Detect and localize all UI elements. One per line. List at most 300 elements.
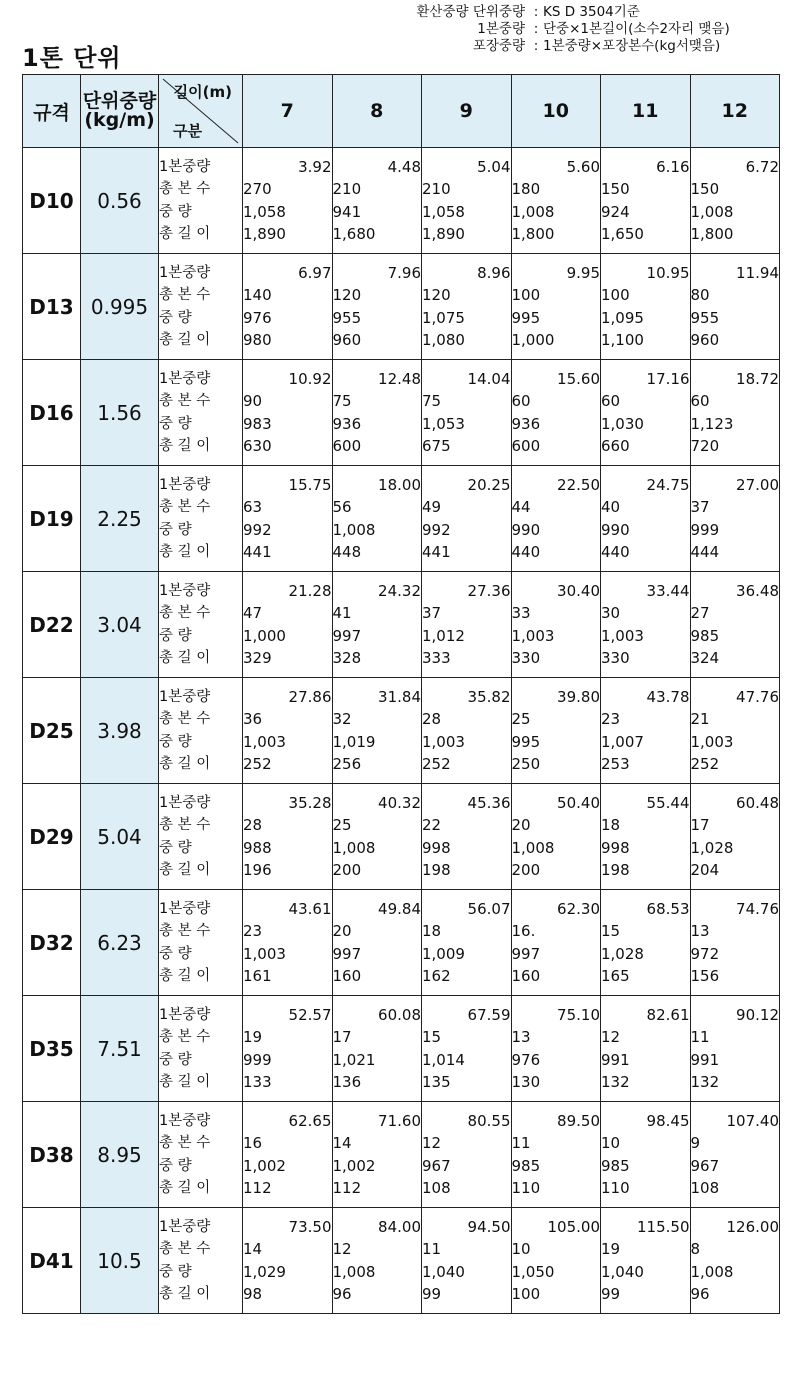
total-length: 110 (511, 1179, 541, 1197)
unit-weight-cell: 3.98 (81, 678, 159, 784)
total-length: 160 (511, 967, 541, 985)
total-weight: 1,030 (601, 414, 644, 433)
row-label: 총 길 이 (159, 544, 211, 560)
total-pieces: 10 (511, 1240, 531, 1258)
total-weight: 997 (332, 626, 362, 645)
row-label: 1본중량 (159, 582, 211, 599)
total-pieces: 40 (601, 498, 621, 516)
note-value: 단중×1본길이(소수2자리 맺음) (543, 21, 730, 37)
total-pieces: 44 (511, 498, 531, 516)
row-label: 총 본 수 (159, 181, 211, 197)
value-cell (332, 996, 422, 1102)
unit-weight-cell: 6.23 (81, 890, 159, 996)
value-cell (422, 254, 512, 360)
total-pieces: 8 (690, 1240, 701, 1258)
total-pieces: 120 (422, 286, 451, 304)
piece-weight: 27.86 (288, 687, 332, 706)
value-cell (601, 1208, 691, 1314)
row-label: 총 길 이 (159, 332, 211, 348)
spec-cell: D35 (23, 996, 81, 1102)
value-cell (601, 254, 691, 360)
total-pieces: 37 (422, 604, 442, 622)
spec-cell: D41 (23, 1208, 81, 1314)
total-pieces: 17 (332, 1028, 352, 1046)
value-cell (601, 996, 691, 1102)
total-length: 132 (601, 1073, 630, 1091)
total-pieces: 27 (690, 604, 710, 622)
total-weight: 997 (332, 944, 362, 963)
total-length: 130 (511, 1073, 541, 1091)
total-pieces: 75 (422, 392, 442, 410)
total-weight: 1,002 (243, 1156, 286, 1175)
piece-weight: 47.76 (736, 687, 779, 706)
value-cell (511, 572, 601, 678)
total-weight: 999 (243, 1050, 272, 1069)
total-weight: 1,008 (690, 202, 734, 221)
piece-weight: 80.55 (467, 1111, 511, 1130)
row-label: 1본중량 (159, 1112, 211, 1129)
total-weight: 1,003 (690, 732, 734, 751)
unit-weight-cell: 2.25 (81, 466, 159, 572)
total-length: 156 (690, 967, 720, 985)
total-length: 96 (690, 1285, 710, 1303)
total-length: 1,650 (601, 225, 644, 243)
row-labels-cell (159, 678, 243, 784)
row-label: 중 량 (159, 309, 192, 326)
header-length-11: 11 (601, 75, 691, 148)
total-weight: 1,003 (422, 732, 465, 751)
value-cell (332, 148, 422, 254)
unit-weight-cell: 8.95 (81, 1102, 159, 1208)
header-length-10: 10 (511, 75, 601, 148)
total-length: 112 (243, 1179, 272, 1197)
piece-weight: 18.72 (736, 369, 779, 388)
value-cell (422, 996, 512, 1102)
total-length: 112 (332, 1179, 362, 1197)
value-cell (601, 1102, 691, 1208)
total-weight: 967 (422, 1156, 451, 1175)
total-pieces: 75 (332, 392, 352, 410)
piece-weight: 43.78 (646, 687, 690, 706)
row-label: 1본중량 (159, 1218, 211, 1235)
value-cell (511, 784, 601, 890)
total-length: 328 (332, 649, 362, 667)
total-weight: 1,003 (243, 944, 286, 963)
value-cell (511, 1102, 601, 1208)
table-body (23, 148, 780, 1314)
piece-weight: 35.82 (467, 687, 511, 706)
spec-cell: D13 (23, 254, 81, 360)
table-row (23, 572, 780, 678)
total-length: 252 (243, 755, 272, 773)
value-cell (511, 890, 601, 996)
note-sep: : (533, 38, 539, 54)
row-label: 1본중량 (159, 1006, 211, 1023)
total-pieces: 10 (601, 1134, 621, 1152)
value-cell (690, 360, 780, 466)
piece-weight: 30.40 (557, 581, 600, 600)
value-cell (332, 890, 422, 996)
total-pieces: 9 (690, 1134, 701, 1152)
row-label: 총 본 수 (159, 711, 211, 727)
row-label: 총 길 이 (159, 1074, 211, 1090)
header-length-12: 12 (690, 75, 780, 148)
total-pieces: 150 (601, 180, 630, 198)
piece-weight: 62.30 (557, 899, 600, 918)
piece-weight: 3.92 (298, 157, 332, 176)
total-weight: 976 (511, 1050, 541, 1069)
total-weight: 1,003 (601, 626, 644, 645)
unit-weight-cell: 10.5 (81, 1208, 159, 1314)
header-unit-weight (81, 75, 159, 148)
piece-weight: 71.60 (378, 1111, 421, 1130)
table-row (23, 1208, 780, 1314)
row-label: 1본중량 (159, 158, 211, 175)
row-label: 총 본 수 (159, 1135, 211, 1151)
value-cell (511, 996, 601, 1102)
total-weight: 1,123 (690, 414, 734, 433)
value-cell (690, 1208, 780, 1314)
value-cell (511, 360, 601, 466)
total-pieces: 23 (601, 710, 621, 728)
piece-weight: 107.40 (726, 1111, 779, 1130)
header-length-category (159, 75, 243, 148)
row-labels-cell (159, 784, 243, 890)
total-length: 132 (690, 1073, 720, 1091)
piece-weight: 55.44 (646, 793, 690, 812)
piece-weight: 126.00 (726, 1217, 779, 1236)
unit-weight-cell: 3.04 (81, 572, 159, 678)
value-cell (690, 572, 780, 678)
row-labels-cell (159, 254, 243, 360)
total-length: 1,890 (422, 225, 465, 243)
total-weight: 924 (601, 202, 630, 221)
value-cell (690, 1102, 780, 1208)
total-pieces: 60 (511, 392, 531, 410)
piece-weight: 8.96 (477, 263, 511, 282)
unit-weight-cell: 1.56 (81, 360, 159, 466)
value-cell (422, 148, 512, 254)
total-pieces: 33 (511, 604, 531, 622)
total-weight: 1,008 (332, 1262, 376, 1281)
total-length: 441 (243, 543, 272, 561)
total-length: 1,000 (511, 331, 555, 349)
row-label: 중 량 (159, 1263, 192, 1280)
table-row (23, 784, 780, 890)
total-weight: 1,028 (601, 944, 644, 963)
total-pieces: 20 (332, 922, 352, 940)
table-row (23, 360, 780, 466)
total-weight: 967 (690, 1156, 720, 1175)
table-row (23, 996, 780, 1102)
total-pieces: 63 (243, 498, 263, 516)
total-weight: 1,003 (511, 626, 555, 645)
total-length: 204 (690, 861, 720, 879)
total-pieces: 100 (601, 286, 630, 304)
row-label: 중 량 (159, 627, 192, 644)
unit-weight-cell: 0.995 (81, 254, 159, 360)
total-length: 330 (601, 649, 630, 667)
total-length: 196 (243, 861, 272, 879)
total-length: 1,680 (332, 225, 376, 243)
total-weight: 998 (422, 838, 451, 857)
piece-weight: 33.44 (646, 581, 690, 600)
row-label: 총 길 이 (159, 226, 211, 242)
total-pieces: 16. (511, 922, 536, 940)
total-weight: 955 (690, 308, 720, 327)
total-pieces: 120 (332, 286, 362, 304)
total-length: 135 (422, 1073, 451, 1091)
value-cell (511, 678, 601, 784)
total-pieces: 56 (332, 498, 352, 516)
row-labels-cell (159, 466, 243, 572)
piece-weight: 49.84 (378, 899, 421, 918)
piece-weight: 24.75 (646, 475, 690, 494)
piece-weight: 5.04 (477, 157, 511, 176)
total-weight: 1,012 (422, 626, 465, 645)
total-length: 98 (243, 1285, 263, 1303)
total-length: 324 (690, 649, 720, 667)
piece-weight: 94.50 (467, 1217, 511, 1236)
header-length-9: 9 (422, 75, 512, 148)
total-weight: 1,008 (511, 202, 555, 221)
total-length: 198 (422, 861, 451, 879)
table-row (23, 890, 780, 996)
total-weight: 1,050 (511, 1262, 555, 1281)
value-cell (243, 1102, 333, 1208)
total-pieces: 210 (422, 180, 451, 198)
piece-weight: 35.28 (288, 793, 332, 812)
total-weight: 941 (332, 202, 362, 221)
value-cell (601, 572, 691, 678)
piece-weight: 15.75 (288, 475, 332, 494)
row-label: 총 본 수 (159, 923, 211, 939)
total-length: 960 (690, 331, 720, 349)
total-weight: 1,040 (422, 1262, 465, 1281)
value-cell (332, 466, 422, 572)
row-label: 총 길 이 (159, 1180, 211, 1196)
piece-weight: 17.16 (646, 369, 690, 388)
total-length: 162 (422, 967, 451, 985)
piece-weight: 11.94 (736, 263, 779, 282)
value-cell (511, 1208, 601, 1314)
total-length: 630 (243, 437, 272, 455)
total-weight: 1,095 (601, 308, 644, 327)
note-value: 1본중량×포장본수(kg서맺음) (543, 38, 721, 54)
piece-weight: 15.60 (557, 369, 600, 388)
total-pieces: 140 (243, 286, 272, 304)
total-length: 1,080 (422, 331, 465, 349)
total-weight: 1,040 (601, 1262, 644, 1281)
value-cell (422, 890, 512, 996)
total-length: 200 (511, 861, 541, 879)
total-pieces: 60 (601, 392, 621, 410)
total-weight: 1,009 (422, 944, 465, 963)
total-weight: 936 (511, 414, 541, 433)
total-weight: 992 (243, 520, 272, 539)
total-weight: 976 (243, 308, 272, 327)
total-length: 256 (332, 755, 362, 773)
total-weight: 1,058 (422, 202, 465, 221)
value-cell (243, 360, 333, 466)
spec-cell: D38 (23, 1102, 81, 1208)
piece-weight: 36.48 (736, 581, 779, 600)
value-cell (690, 784, 780, 890)
total-length: 198 (601, 861, 630, 879)
total-length: 108 (422, 1179, 451, 1197)
total-pieces: 22 (422, 816, 442, 834)
total-weight: 972 (690, 944, 720, 963)
row-label: 총 길 이 (159, 968, 211, 984)
total-length: 440 (511, 543, 541, 561)
total-weight: 995 (511, 732, 541, 751)
piece-weight: 27.00 (736, 475, 779, 494)
value-cell (690, 678, 780, 784)
row-label: 1본중량 (159, 688, 211, 705)
value-cell (601, 148, 691, 254)
total-length: 330 (511, 649, 541, 667)
row-label: 총 길 이 (159, 756, 211, 772)
row-label: 총 길 이 (159, 650, 211, 666)
total-length: 960 (332, 331, 362, 349)
total-length: 165 (601, 967, 630, 985)
total-weight: 1,021 (332, 1050, 376, 1069)
total-weight: 985 (601, 1156, 630, 1175)
piece-weight: 6.72 (745, 157, 779, 176)
total-length: 440 (601, 543, 630, 561)
row-labels-cell (159, 1208, 243, 1314)
piece-weight: 74.76 (736, 899, 779, 918)
total-length: 160 (332, 967, 362, 985)
row-label: 중 량 (159, 945, 192, 962)
header-length-7: 7 (243, 75, 333, 148)
row-label: 총 길 이 (159, 862, 211, 878)
total-pieces: 23 (243, 922, 263, 940)
value-cell (332, 360, 422, 466)
total-pieces: 14 (243, 1240, 263, 1258)
total-pieces: 21 (690, 710, 710, 728)
value-cell (243, 254, 333, 360)
total-pieces: 20 (511, 816, 531, 834)
total-weight: 992 (422, 520, 451, 539)
row-label: 총 본 수 (159, 1029, 211, 1045)
total-weight: 997 (511, 944, 541, 963)
row-label: 총 본 수 (159, 1241, 211, 1257)
piece-weight: 50.40 (557, 793, 600, 812)
total-pieces: 13 (690, 922, 710, 940)
piece-weight: 105.00 (547, 1217, 600, 1236)
piece-weight: 27.36 (467, 581, 511, 600)
value-cell (422, 466, 512, 572)
total-weight: 1,029 (243, 1262, 286, 1281)
row-labels-cell (159, 148, 243, 254)
note-key: 포장중량 (472, 38, 525, 54)
total-pieces: 32 (332, 710, 352, 728)
total-pieces: 180 (511, 180, 541, 198)
total-length: 110 (601, 1179, 630, 1197)
table-row (23, 254, 780, 360)
total-length: 200 (332, 861, 362, 879)
total-weight: 1,008 (332, 838, 376, 857)
total-length: 99 (601, 1285, 621, 1303)
total-pieces: 18 (422, 922, 442, 940)
value-cell (690, 466, 780, 572)
value-cell (422, 1208, 512, 1314)
piece-weight: 43.61 (288, 899, 332, 918)
unit-weight-cell: 5.04 (81, 784, 159, 890)
note-row (350, 38, 780, 55)
piece-weight: 22.50 (557, 475, 600, 494)
total-length: 600 (332, 437, 362, 455)
piece-weight: 18.00 (378, 475, 421, 494)
header-length: 길이(m) (173, 83, 232, 101)
spec-cell: D29 (23, 784, 81, 890)
total-weight: 990 (511, 520, 541, 539)
total-length: 250 (511, 755, 541, 773)
row-labels-cell (159, 1102, 243, 1208)
total-weight: 991 (601, 1050, 630, 1069)
value-cell (422, 784, 512, 890)
note-key: 1본중량 (477, 21, 525, 37)
total-pieces: 11 (690, 1028, 710, 1046)
piece-weight: 6.97 (298, 263, 332, 282)
piece-weight: 5.60 (566, 157, 600, 176)
unit-weight-cell: 0.56 (81, 148, 159, 254)
value-cell (601, 678, 691, 784)
value-cell (422, 572, 512, 678)
piece-weight: 56.07 (467, 899, 511, 918)
note-row (350, 21, 780, 38)
row-label: 중 량 (159, 203, 192, 220)
total-pieces: 12 (601, 1028, 621, 1046)
row-labels-cell (159, 572, 243, 678)
row-label: 중 량 (159, 521, 192, 538)
piece-weight: 89.50 (557, 1111, 600, 1130)
value-cell (332, 572, 422, 678)
piece-weight: 10.92 (288, 369, 332, 388)
total-pieces: 28 (243, 816, 263, 834)
piece-weight: 6.16 (656, 157, 690, 176)
piece-weight: 52.57 (288, 1005, 332, 1024)
piece-weight: 73.50 (288, 1217, 332, 1236)
piece-weight: 75.10 (557, 1005, 600, 1024)
value-cell (422, 1102, 512, 1208)
table-row (23, 148, 780, 254)
value-cell (511, 148, 601, 254)
total-pieces: 14 (332, 1134, 352, 1152)
piece-weight: 4.48 (387, 157, 421, 176)
total-pieces: 210 (332, 180, 362, 198)
total-length: 329 (243, 649, 272, 667)
value-cell (332, 678, 422, 784)
value-cell (690, 254, 780, 360)
piece-weight: 82.61 (646, 1005, 690, 1024)
total-pieces: 19 (601, 1240, 621, 1258)
header-spec: 규격 (23, 75, 81, 148)
total-weight: 985 (511, 1156, 541, 1175)
total-pieces: 100 (511, 286, 541, 304)
table-row (23, 466, 780, 572)
total-pieces: 13 (511, 1028, 531, 1046)
table-row (23, 1102, 780, 1208)
total-weight: 985 (690, 626, 720, 645)
notes-block (350, 4, 780, 55)
piece-weight: 68.53 (646, 899, 690, 918)
value-cell (422, 360, 512, 466)
piece-weight: 20.25 (467, 475, 511, 494)
header-unit-weight-line1: 단위중량 (82, 90, 157, 112)
total-length: 1,800 (690, 225, 734, 243)
